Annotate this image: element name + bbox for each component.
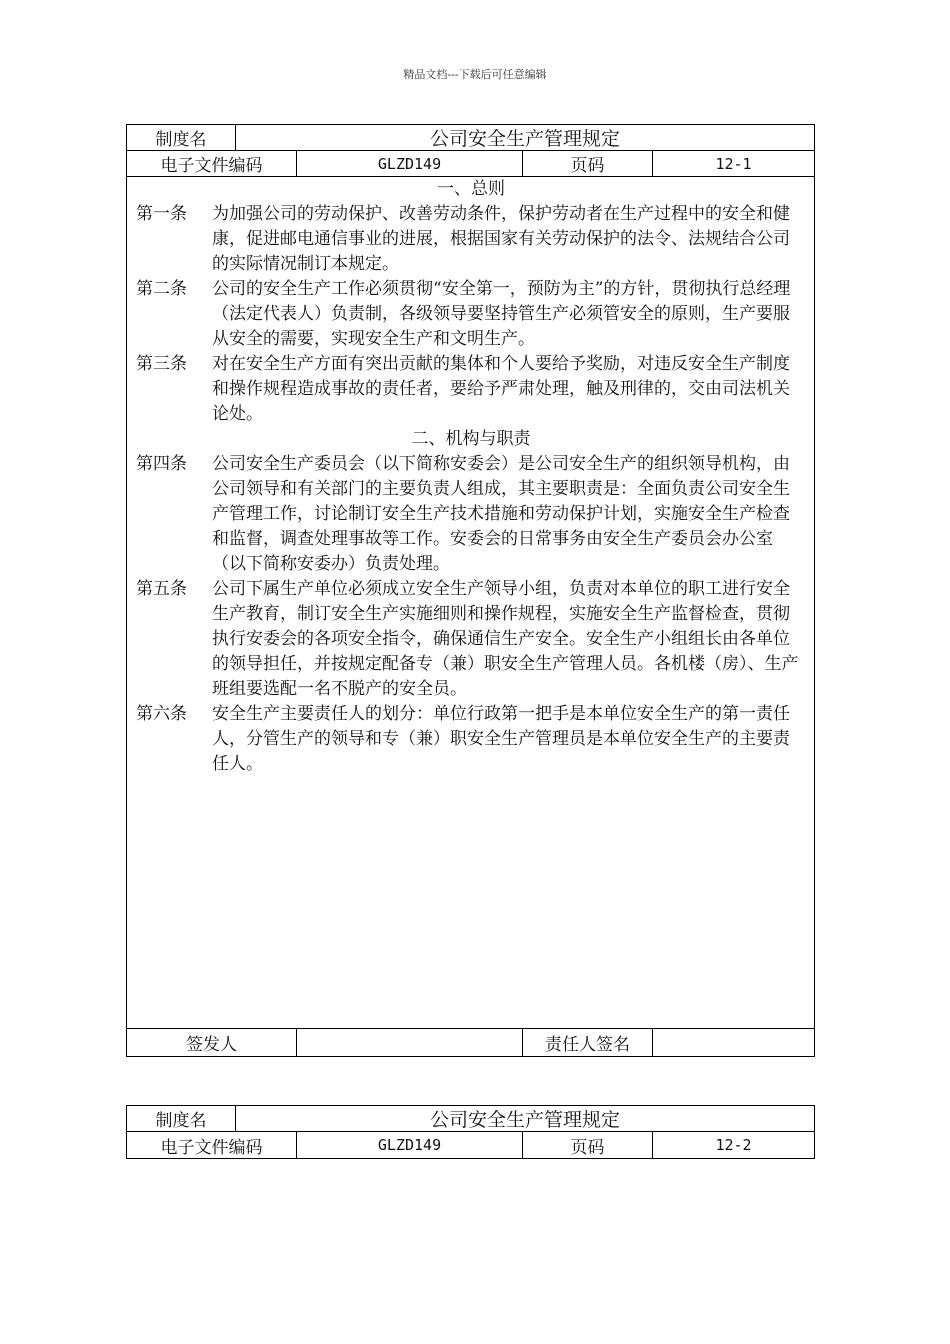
file-code-label: 电子文件编码	[127, 1132, 297, 1158]
article-text: 对在安全生产方面有突出贡献的集体和个人要给予奖励，对违反安全生产制度和操作规程造成事故的责任者，要给予严肃处理，触及刑律的，交由司法机关论处。	[212, 354, 790, 424]
responsible-signature-label: 责任人签名	[523, 1029, 653, 1056]
code-row	[127, 1132, 814, 1158]
article-text: 安全生产主要责任人的划分：单位行政第一把手是本单位安全生产的第一责任人，分管生产的领导和专（兼）职安全生产管理员是本单位安全生产的主要责任人。	[212, 704, 790, 774]
article-text: 公司的安全生产工作必须贯彻“安全第一，预防为主”的方针，贯彻执行总经理（法定代表人）负责制，各级领导要坚持管生产必须管安全的原则，生产要服从安全的需要，实现安全生产和文明生产。	[212, 279, 791, 349]
article-number: 第五条	[136, 579, 187, 599]
article	[136, 452, 806, 577]
code-row	[127, 151, 814, 177]
title-row	[127, 1106, 814, 1132]
issuer-field[interactable]	[297, 1029, 523, 1056]
page-number-value: 12-2	[715, 1136, 752, 1154]
regulation-table-page-2	[126, 1105, 815, 1159]
regulation-name-label: 制度名	[127, 125, 236, 150]
page-header: 精品文档---下载后可任意编辑	[403, 68, 547, 81]
article	[136, 352, 806, 427]
issuer-label: 签发人	[127, 1029, 297, 1056]
article	[136, 577, 806, 702]
article	[136, 277, 806, 352]
article-number: 第三条	[136, 354, 187, 374]
section-heading: 二、机构与职责	[411, 429, 531, 449]
article-number: 第六条	[136, 704, 187, 724]
article-number: 第一条	[136, 204, 187, 224]
regulation-title: 公司安全生产管理规定	[429, 1109, 620, 1131]
responsible-signature-field[interactable]	[653, 1029, 814, 1056]
title-row	[127, 125, 814, 151]
file-code-value: GLZD149	[297, 151, 523, 176]
file-code-value: GLZD149	[297, 1132, 523, 1158]
article-number: 第二条	[136, 279, 187, 299]
file-code-label: 电子文件编码	[127, 151, 297, 176]
section-heading: 一、总则	[437, 179, 505, 199]
article-number: 第四条	[136, 454, 187, 474]
regulation-body	[127, 177, 814, 1029]
page-number-label: 页码	[523, 151, 653, 176]
regulation-title: 公司安全生产管理规定	[429, 128, 620, 150]
page-number-value: 12-1	[715, 154, 752, 173]
page-number-label: 页码	[523, 1132, 653, 1158]
article-text: 为加强公司的劳动保护、改善劳动条件，保护劳动者在生产过程中的安全和健康，促进邮电通信事业的进展，根据国家有关劳动保护的法令、法规结合公司的实际情况制订本规定。	[212, 204, 790, 274]
regulation-table-page-1	[126, 124, 815, 1057]
article-text: 公司安全生产委员会（以下简称安委会）是公司安全生产的组织领导机构，由公司领导和有关部门的主要负责人组成，其主要职责是：全面负责公司安全生产管理工作，讨论制订安全生产技术措施和劳动保护计划，实施安全生产检查和监督，调查处理事故等工作。安委会的日常事务由安全生产委员会办公室（以下简称安委办）负责处理。	[212, 454, 790, 574]
signature-row	[127, 1029, 814, 1056]
article-text: 公司下属生产单位必须成立安全生产领导小组，负责对本单位的职工进行安全生产教育，制订安全生产实施细则和操作规程，实施安全生产监督检查，贯彻执行安委会的各项安全指令，确保通信生产安全。安全生产小组组长由各单位的领导担任，并按规定配备专（兼）职安全生产管理人员。各机楼（房）、生产班组要选配一名不脱产的安全员。	[212, 579, 799, 699]
regulation-name-label: 制度名	[127, 1106, 236, 1131]
article	[136, 202, 806, 277]
article	[136, 702, 806, 777]
